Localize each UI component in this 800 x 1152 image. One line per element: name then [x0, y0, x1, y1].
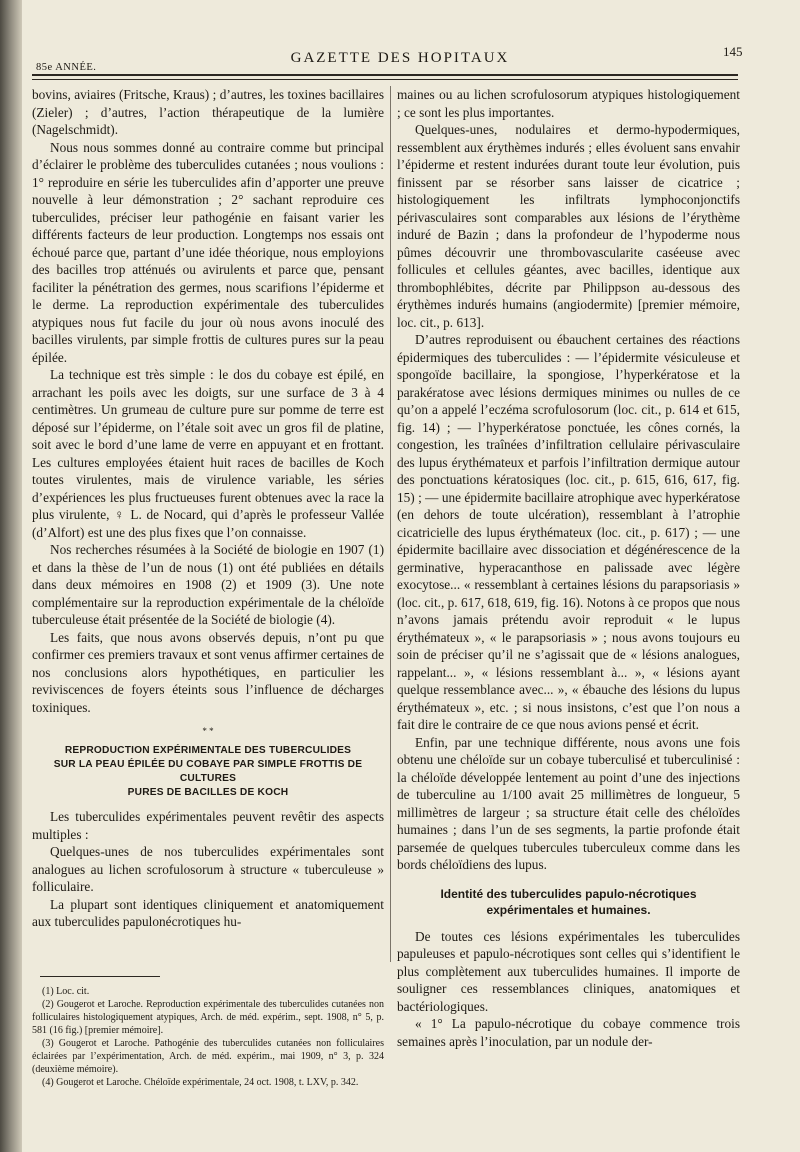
section-heading	[32, 744, 384, 800]
section-heading-line: PURES DE BACILLES DE KOCH	[127, 787, 289, 798]
section-heading	[397, 886, 740, 918]
header-annee: 85e ANNÉE.	[36, 62, 97, 73]
paragraph: « 1° La papulo-nécrotique du cobaye commence trois semaines après l’inoculation, par un nodule der-	[397, 1016, 740, 1049]
header-rule-top	[32, 74, 738, 76]
footnote-rule	[40, 976, 160, 977]
header-title: GAZETTE DES HOPITAUX	[290, 50, 510, 66]
footnote: (1) Loc. cit.	[42, 986, 90, 997]
paragraph: La technique est très simple : le dos du cobaye est épilé, en arrachant les poils avec les doigts, sur une surface de 3 à 4 centimètres. Un grumeau de culture pure sur pomme de terre est déposé sur l’épiderme, on l’étale soit avec un gros fil de platine, soit avec le bord d’une lame de verre en appuyant et en frottant. Les cultures employées étaient huit races de bacilles de Koch toutes virulentes, mais de virulence variable, les séries d’expériences les plus fructueuses furent obtenues avec la race la plus virulente, ♀ L. de Nocard, qui d’après le professeur Vallée (d’Alfort) est une des plus fixes que l’on connaisse.	[32, 367, 384, 540]
paragraph: Quelques-unes de nos tuberculides expérimentales sont analogues au lichen scrofulosorum à structure « tuberculeuse » folliculaire.	[32, 844, 384, 894]
footnote: (4) Gougerot et Laroche. Chéloïde expérimentale, 24 oct. 1908, t. LXV, p. 342.	[42, 1077, 359, 1088]
paragraph: Quelques-unes, nodulaires et dermo-hypodermiques, ressemblent aux érythèmes indurés ; elles évoluent sans envahir l’épiderme et restent indurées durant toute leur évolution, puis finissent par se résorber sans laisser de cicatrice ; histologiquement les infiltrats lymphoconjonctifs périvasculaires sont comparables aux lésions de l’érythème induré de Bazin ; dans la profondeur de l’hypoderme nous pûmes découvrir une thrombovascularite caséeuse avec follicules et cellules géantes, avec bacilles, identique aux thrombophlébites, décrite par Philippson au-dessous des érythèmes indurés humains (angiodermite) [premier mémoire, loc. cit., p. 613].	[397, 122, 740, 330]
paragraph: bovins, aviaires (Fritsche, Kraus) ; d’autres, les toxines bacillaires (Zieler) ; d’autres, l’action thérapeutique de la lumière (Nagelschmidt).	[32, 87, 384, 137]
footnotes	[32, 985, 384, 1089]
header-rule-bottom	[32, 79, 738, 80]
left-column	[32, 86, 384, 931]
paragraph: De toutes ces lésions expérimentales les tuberculides papuleuses et papulo-nécrotiques sont celles qui s’identifient le plus complètement aux tuberculides humaines. Il importe de souligner ces ressemblances cliniques, anatomiques et bactériologiques.	[397, 928, 740, 1014]
section-heading-line: REPRODUCTION EXPÉRIMENTALE DES TUBERCULIDES	[64, 745, 352, 756]
paragraph: Nous nous sommes donné au contraire comme but principal d’éclairer le problème des tuberculides cutanées ; nous voulions : 1° reproduire en série les tuberculides afin d’apporter une preuve nouvelle à leur démonstration ; 2° sachant reproduire ces tuberculides, préciser leur pathogénie en faisant varier les différents facteurs de leur production. Longtemps nos essais ont échoué parce que, partant d’une idée théorique, nous employions des bacilles trop atténués ou avirulents et parce que, pensant faciliter la pénétration des germes, nous scarifions l’épiderme et le derme. La reproduction expérimentale des tuberculides atypiques nous fut facile du jour où nous avons inoculé des bacilles virulents, par simple frottis de cultures pures sur la peau épilée.	[32, 139, 384, 365]
paragraph: Les faits, que nous avons observés depuis, n’ont pu que confirmer ces premiers travaux et sont venus affirmer certaines de nos conclusions alors hypothétiques, en particulier les reviviscences de foyers éteints sous l’influence de décharges toxiniques.	[32, 629, 384, 715]
right-column	[397, 86, 740, 1050]
paragraph: Les tuberculides expérimentales peuvent revêtir des aspects multiples :	[32, 809, 384, 842]
paragraph: Enfin, par une technique différente, nous avons une fois obtenu une chéloïde sur un cobaye tuberculisé et tuberculinisé : la chéloïde développée lentement au point d’une des injections de tuberculine au 1/100 avait 25 millimètres de longueur, 5 millimètres de largeur ; sa structure était celle des chéloïdes humaines ; dans l’un de ses segments, la partie profonde était parsemée de quelques tubercules tuberculeux comme dans les bords chéloïdiens des lupus.	[397, 734, 740, 872]
paragraph: D’autres reproduisent ou ébauchent certaines des réactions épidermiques des tuberculides : — l’épidermite vésiculeuse et spongoïde bacillaire, la spongiose, l’hyperkératose et la parakératose avec lésions dermiques minimes ou nulles de ce qu’on a appelé l’eczéma scrofulosorum (loc. cit., p. 614 et 615, fig. 14) ; — l’hyperkératose ponctuée, les cônes cornés, la congestion, les traînées d’infiltration cellulaire périvasculaire des lupus érythémateux et parfois l’infiltration dermique autour des ponctuations kératosiques (loc. cit., p. 615, 616, 617, fig. 15) ; — une épidermite bacillaire atrophique avec hyperkératose (en dehors de toute ulcération), ressemblant à l’atrophie cicatricielle des lupus érythémateux (loc. cit., p. 617) ; — une épidermite bacillaire avec dissociation et dégénérescence de la germinative, hyperacanthose en palissade avec légère exocytose... « ressemblant à certaines lésions du parapsoriasis » (loc. cit., p. 617, 618, 619, fig. 16). Notons à ce propos que nous n’avons jamais prétendu avoir reproduit « le lupus érythémateux », « le parapsoriasis » ; nous avons toujours eu soin de préciser qu’il ne s’agissait que de « lésions analogues, rappelant... », « lésions ressemblant à... », « lésions ayant quelque ressemblance avec... », « ébauche des lésions du lupus érythémateux », etc. ; si nous insistons, c’est que l’on nous a fait dire le contraire de ce que nous avions pensé et écrit.	[397, 332, 740, 732]
header-page-number: 145	[723, 44, 743, 59]
section-heading-line: SUR LA PEAU ÉPILÉE DU COBAYE PAR SIMPLE FROTTIS DE CULTURES	[53, 759, 363, 784]
paragraph: La plupart sont identiques cliniquement et anatomiquement aux tuberculides papulonécrotiques hu-	[32, 896, 384, 929]
section-heading-line: expérimentales et humaines.	[486, 902, 651, 917]
paragraph: maines ou au lichen scrofulosorum atypiques histologiquement ; ce sont les plus importantes.	[397, 87, 740, 120]
footnote: (2) Gougerot et Laroche. Reproduction expérimentale des tuberculides cutanées non folliculaires histologiquement atypiques, Arch. de méd. expérim., sept. 1908, n° 5, p. 581 (16 fig.) [premier mémoire].	[32, 999, 384, 1036]
book-spine-shadow	[0, 0, 22, 1152]
paragraph: Nos recherches résumées à la Société de biologie en 1907 (1) et dans la thèse de l’un de nous (1) ont été publiées en détails dans deux mémoires en 1908 (2) et 1909 (3). Une note complémentaire sur la reproduction expérimentale de la chéloïde tuberculeuse était présentée de la Société de biologie (4).	[32, 542, 384, 627]
section-heading-line: Identité des tuberculides papulo-nécrotiques	[440, 886, 697, 901]
column-divider	[390, 86, 391, 962]
footnote: (3) Gougerot et Laroche. Pathogénie des tuberculides cutanées non folliculaires éclairées par l’expérimentation, Arch. de méd. expérim., mai 1909, n° 3, p. 324 (deuxième mémoire).	[32, 1038, 384, 1075]
section-separator-stars: * *	[202, 726, 214, 736]
